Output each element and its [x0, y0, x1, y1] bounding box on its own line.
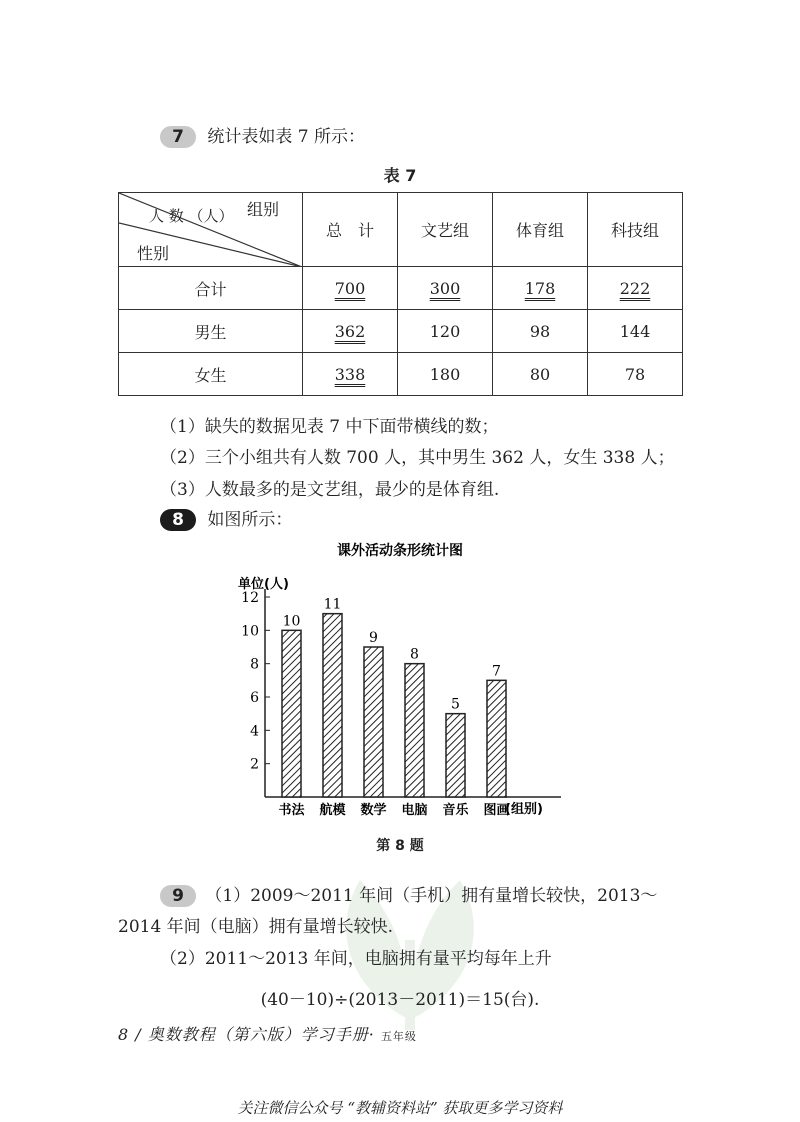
table-corner-cell — [119, 193, 303, 267]
q9-number-badge: 9 — [160, 885, 196, 907]
col-header-sports: 体育组 — [493, 193, 588, 267]
col-header-total: 总 计 — [303, 193, 398, 267]
q9-text-1: （1）2009～2011 年间（手机）拥有量增长较快，2013～ — [205, 886, 658, 906]
y-tick-label: 6 — [250, 690, 259, 706]
bar-音乐 — [446, 714, 465, 797]
cell-value: 178 — [524, 278, 556, 298]
row-label: 女生 — [119, 353, 303, 396]
cell-value: 98 — [493, 310, 588, 353]
chart-title: 课外活动条形统计图 — [337, 543, 463, 559]
x-category-label: 书法 — [278, 803, 305, 818]
cell-value: 180 — [398, 353, 493, 396]
bar-航模 — [323, 614, 342, 797]
y-tick-label: 8 — [250, 656, 259, 673]
cell-value: 222 — [619, 278, 651, 298]
corner-label-gender: 性别 — [137, 244, 170, 263]
cell-value: 80 — [493, 353, 588, 396]
cell-value: 362 — [334, 321, 366, 341]
x-category-label: 音乐 — [442, 803, 469, 818]
bar-书法 — [282, 630, 301, 797]
bar-value-label: 9 — [369, 630, 378, 646]
table-row-girls — [119, 353, 683, 396]
q7-intro: 统计表如表 7 所示： — [207, 127, 366, 147]
row-label: 男生 — [119, 310, 303, 353]
bar-value-label: 5 — [451, 696, 460, 713]
table-title: 表 7 — [383, 166, 417, 185]
q8-number-badge: 8 — [160, 509, 196, 531]
bar-chart — [200, 535, 600, 835]
col-header-arts: 文艺组 — [398, 193, 493, 267]
cell-value: 120 — [398, 310, 493, 353]
cell-value: 144 — [588, 310, 683, 353]
table-row-boys — [119, 310, 683, 353]
x-category-label: 数学 — [360, 803, 387, 818]
q7-answer-1: （1）缺失的数据见表 7 中下面带横线的数； — [160, 417, 499, 437]
corner-label-group: 组别 — [247, 200, 280, 219]
grade-label: 五年级 — [380, 1030, 417, 1043]
chart-x-axis-label: (组别) — [505, 802, 543, 817]
cell-value: 700 — [334, 278, 366, 298]
bar-数学 — [364, 647, 383, 797]
q7-answer-2: （2）三个小组共有人数 700 人，其中男生 362 人，女生 338 人； — [160, 448, 675, 468]
bottom-promo-note: 关注微信公众号 “教辅资料站” 获取更多学习资料 — [237, 1099, 563, 1117]
cell-value: 300 — [429, 278, 461, 298]
y-tick-label: 4 — [250, 723, 259, 740]
q8-intro: 如图所示： — [207, 510, 293, 530]
y-tick-label: 12 — [241, 590, 259, 606]
row-label: 合计 — [119, 267, 303, 310]
q8-heading — [160, 505, 292, 531]
q7-heading — [160, 122, 365, 148]
statistics-table — [118, 192, 683, 396]
q9-line-3: （2）2011～2013 年间，电脑拥有量平均每年上升 — [160, 949, 552, 969]
page-footer — [118, 1022, 417, 1045]
cell-value: 338 — [334, 364, 366, 384]
bar-value-label: 11 — [323, 596, 342, 613]
x-category-label: 图画 — [483, 803, 510, 818]
page-number: 8 / — [118, 1025, 142, 1044]
table-row-total — [119, 267, 683, 310]
col-header-tech: 科技组 — [588, 193, 683, 267]
chart-y-axis-label: 单位(人) — [238, 577, 289, 592]
corner-label-count: 人 数 （人） — [149, 207, 234, 225]
q9-formula: (40－10)÷(2013－2011)＝15(台). — [260, 990, 540, 1010]
table-header-row — [119, 193, 683, 267]
y-tick-label: 10 — [241, 623, 259, 640]
cell-value: 78 — [588, 353, 683, 396]
bar-电脑 — [405, 664, 424, 797]
bar-value-label: 7 — [492, 663, 501, 680]
x-category-label: 电脑 — [401, 803, 428, 818]
q7-answer-3: （3）人数最多的是文艺组，最少的是体育组. — [160, 480, 500, 500]
bar-value-label: 10 — [282, 613, 301, 630]
bar-图画 — [487, 680, 506, 797]
q9-line-1 — [160, 881, 657, 907]
y-tick-label: 2 — [250, 756, 259, 773]
x-category-label: 航模 — [319, 803, 346, 818]
q7-number-badge: 7 — [160, 126, 196, 148]
q9-line-2: 2014 年间（电脑）拥有量增长较快. — [118, 917, 394, 937]
book-title: 奥数教程（第六版）学习手册· — [147, 1025, 375, 1044]
bar-value-label: 8 — [410, 646, 419, 663]
q8-figure-caption: 第 8 题 — [376, 838, 424, 854]
